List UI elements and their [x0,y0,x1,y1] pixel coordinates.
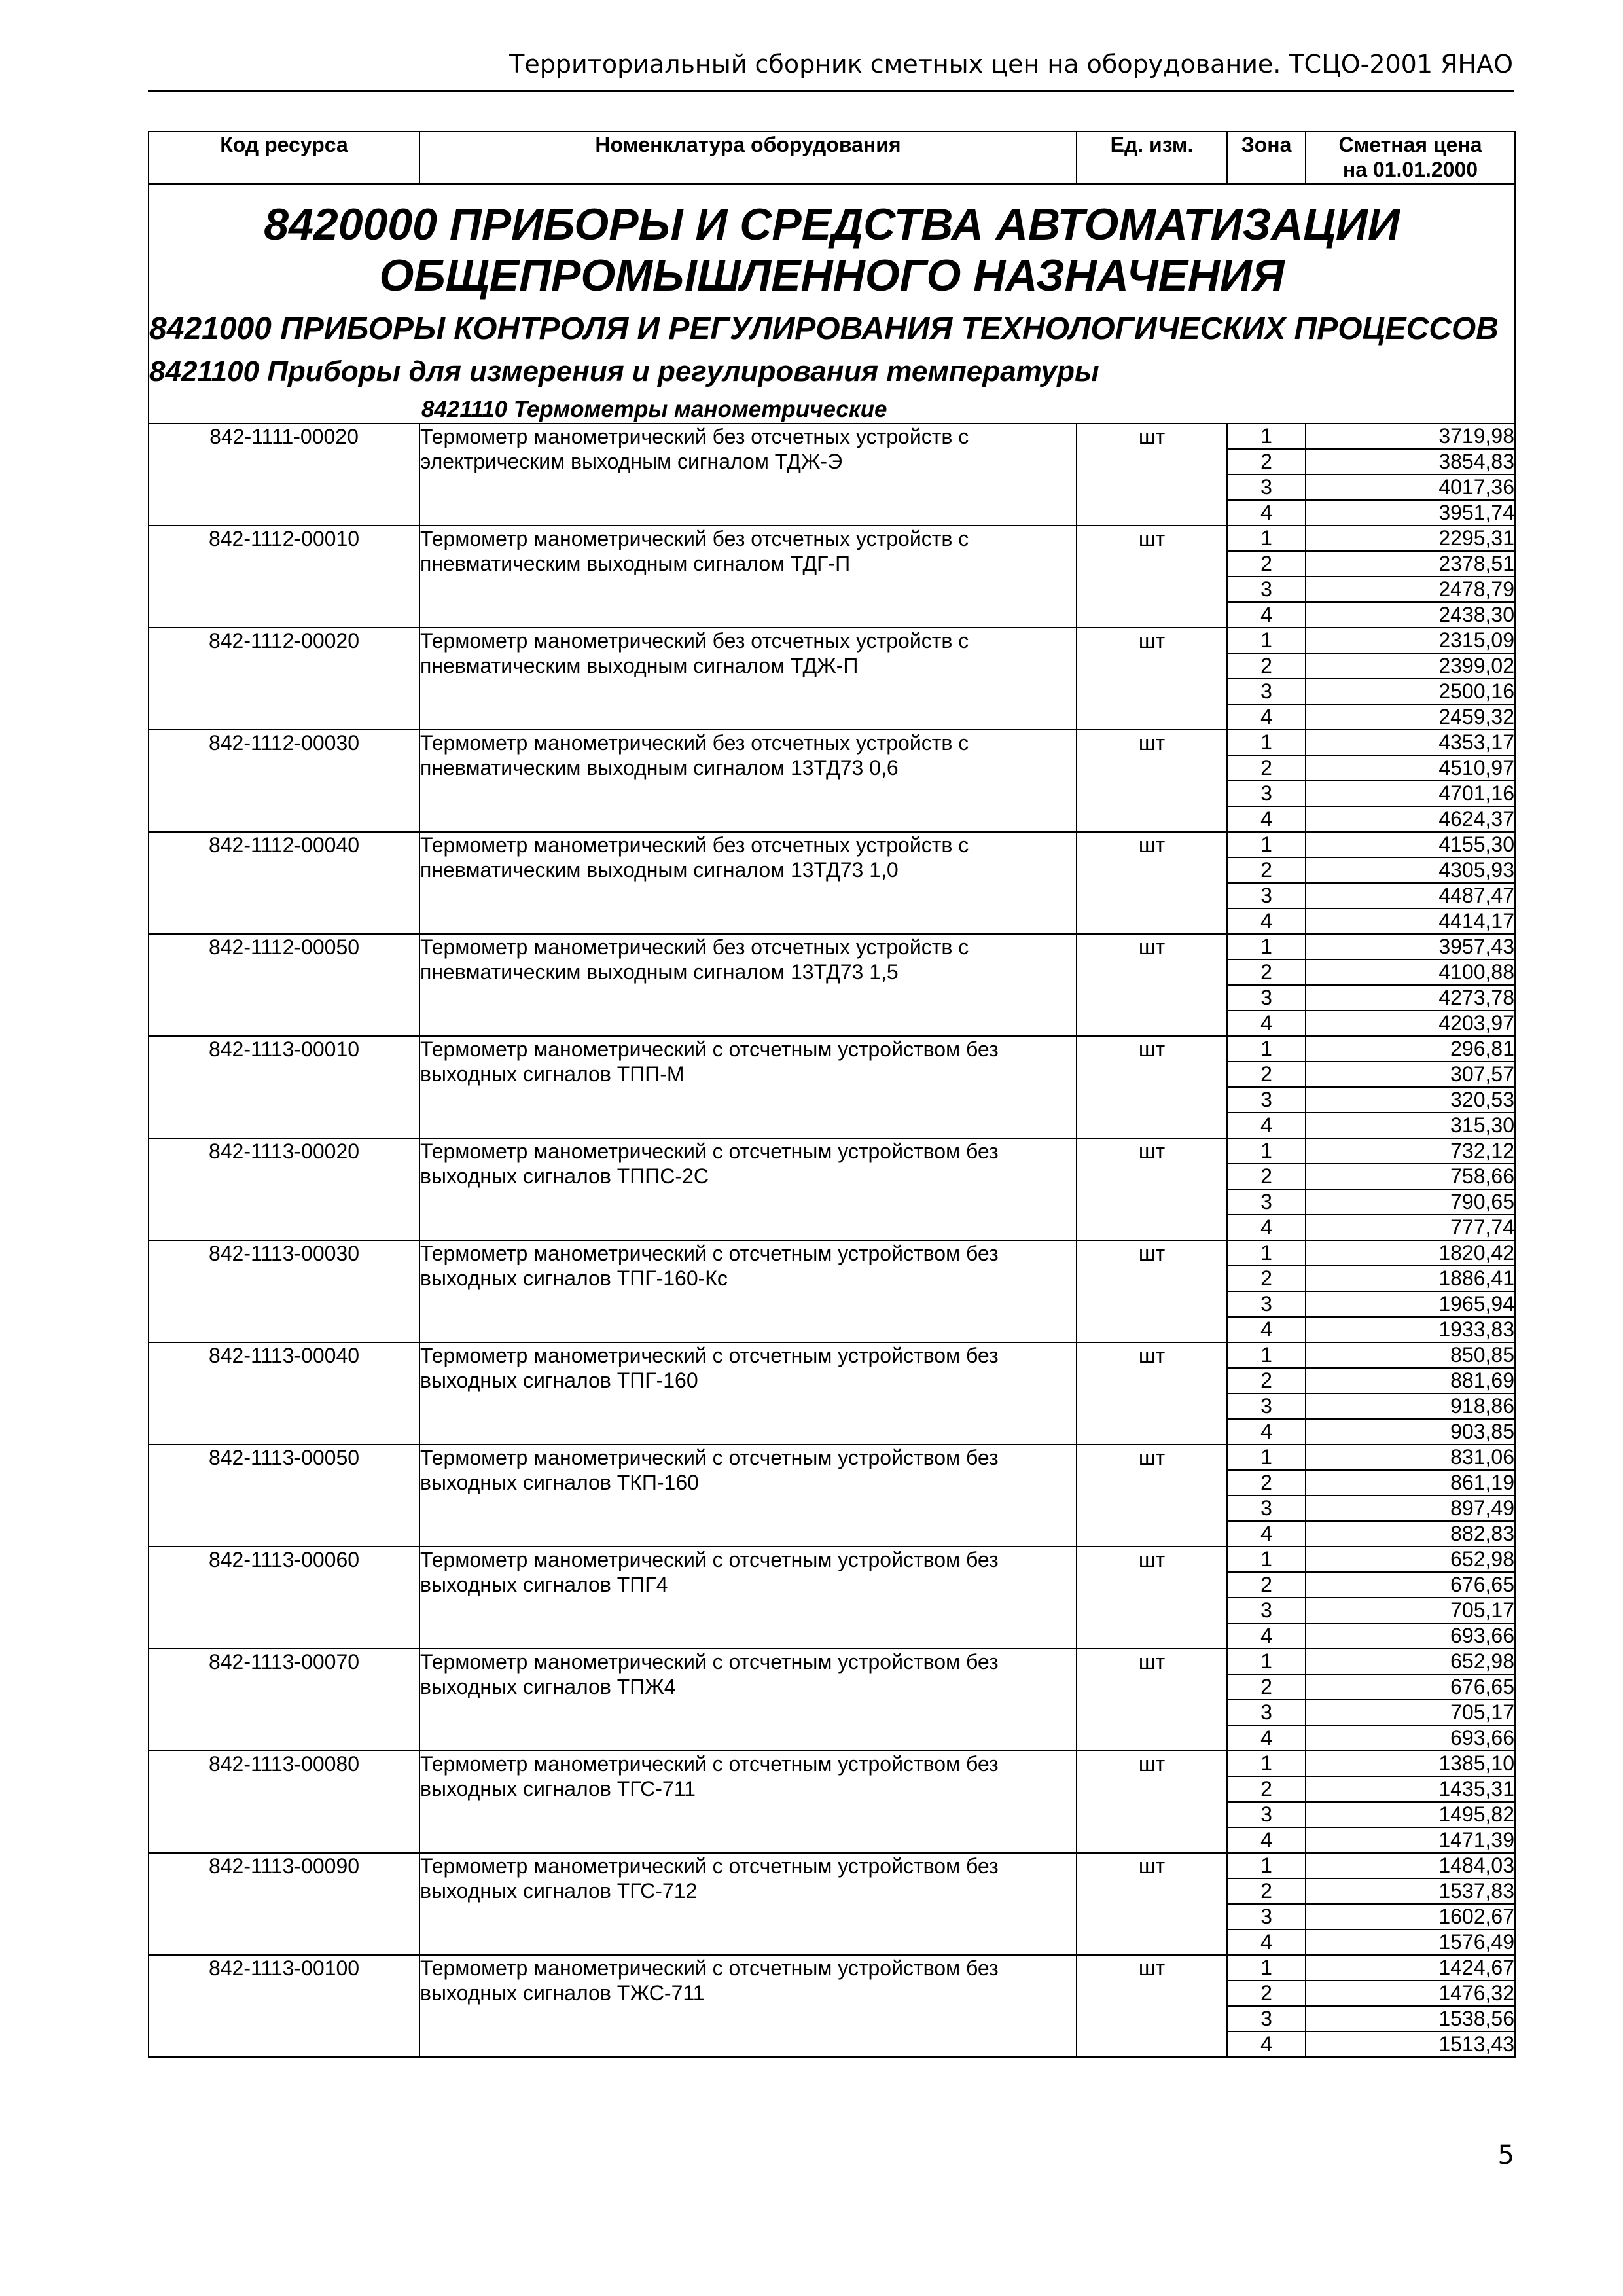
equipment-name-line1: Термометр манометрический без отсчетных устройств с [420,935,969,959]
zone-cell: 1 [1227,1649,1306,1674]
zone-cell: 3 [1227,1189,1306,1215]
equipment-name [419,1955,1077,2057]
zone-cell: 2 [1227,1674,1306,1700]
zone-cell: 2 [1227,1368,1306,1393]
zone-cell: 2 [1227,755,1306,781]
price-cell: 2500,16 [1306,679,1515,704]
equipment-name [419,1138,1077,1240]
zone-cell: 4 [1227,1317,1306,1342]
zone-cell: 1 [1227,1751,1306,1776]
table-row [149,1649,1515,1674]
zone-cell: 3 [1227,781,1306,806]
price-cell: 705,17 [1306,1598,1515,1623]
resource-code: 842-1113-00060 [149,1547,419,1649]
zone-cell: 4 [1227,806,1306,832]
zone-cell: 2 [1227,1470,1306,1496]
equipment-name-line2: выходных сигналов ТПГ-160-Кс [420,1266,728,1290]
unit-of-measure: шт [1077,730,1227,832]
price-cell: 315,30 [1306,1113,1515,1138]
equipment-name-line1: Термометр манометрический с отсчетным устройством без [420,1548,999,1571]
price-cell: 693,66 [1306,1725,1515,1751]
zone-cell: 1 [1227,934,1306,960]
zone-cell: 3 [1227,679,1306,704]
section-heading [149,184,1515,423]
zone-cell: 4 [1227,704,1306,730]
zone-cell: 3 [1227,577,1306,602]
resource-code: 842-1112-00050 [149,934,419,1036]
price-cell: 4203,97 [1306,1011,1515,1036]
zone-cell: 4 [1227,1827,1306,1853]
price-cell: 652,98 [1306,1547,1515,1572]
zone-cell: 3 [1227,1291,1306,1317]
price-cell: 676,65 [1306,1674,1515,1700]
price-cell: 758,66 [1306,1164,1515,1189]
resource-code: 842-1111-00020 [149,423,419,526]
section-title-1-line2: ОБЩЕПРОМЫШЛЕННОГО НАЗНАЧЕНИЯ [379,251,1285,300]
zone-cell: 1 [1227,832,1306,857]
zone-cell: 2 [1227,1572,1306,1598]
zone-cell: 1 [1227,1853,1306,1878]
page-number: 5 [1497,2140,1514,2170]
table-row [149,1240,1515,1266]
zone-cell: 4 [1227,908,1306,934]
price-cell: 676,65 [1306,1572,1515,1598]
equipment-name-line1: Термометр манометрический с отсчетным устройством без [420,1854,999,1878]
table-row [149,1138,1515,1164]
resource-code: 842-1113-00050 [149,1444,419,1547]
equipment-name-line2: выходных сигналов ТПЖ4 [420,1675,676,1698]
zone-cell: 1 [1227,1444,1306,1470]
table-row [149,1547,1515,1572]
zone-cell: 1 [1227,1342,1306,1368]
zone-cell: 4 [1227,1623,1306,1649]
equipment-name-line1: Термометр манометрический с отсчетным устройством без [420,1139,999,1163]
price-cell: 2399,02 [1306,653,1515,679]
zone-cell: 4 [1227,1419,1306,1444]
price-cell: 1820,42 [1306,1240,1515,1266]
unit-of-measure: шт [1077,1547,1227,1649]
price-cell: 4305,93 [1306,857,1515,883]
table-row [149,423,1515,449]
equipment-name [419,1853,1077,1955]
header-price-line2: на 01.01.2000 [1342,158,1478,181]
price-cell: 3957,43 [1306,934,1515,960]
table-row [149,934,1515,960]
header-unit: Ед. изм. [1077,132,1227,184]
price-cell: 1886,41 [1306,1266,1515,1291]
resource-code: 842-1113-00100 [149,1955,419,2057]
equipment-name-line2: пневматическим выходным сигналом 13ТД73 1,0 [420,858,899,882]
price-cell: 296,81 [1306,1036,1515,1062]
price-cell: 652,98 [1306,1649,1515,1674]
price-cell: 307,57 [1306,1062,1515,1087]
price-cell: 1484,03 [1306,1853,1515,1878]
unit-of-measure: шт [1077,1751,1227,1853]
equipment-name-line1: Термометр манометрический без отсчетных устройств с [420,731,969,755]
price-cell: 2438,30 [1306,602,1515,628]
equipment-name [419,934,1077,1036]
header-price [1306,132,1515,184]
unit-of-measure: шт [1077,1649,1227,1751]
section-title-1 [149,199,1514,301]
resource-code: 842-1112-00020 [149,628,419,730]
equipment-name-line1: Термометр манометрический без отсчетных устройств с [420,425,969,448]
unit-of-measure: шт [1077,934,1227,1036]
price-cell: 1576,49 [1306,1929,1515,1955]
resource-code: 842-1112-00010 [149,526,419,628]
unit-of-measure: шт [1077,1138,1227,1240]
price-cell: 3854,83 [1306,449,1515,475]
zone-cell: 2 [1227,449,1306,475]
equipment-name-line2: пневматическим выходным сигналом 13ТД73 1,5 [420,960,899,984]
unit-of-measure: шт [1077,1036,1227,1138]
equipment-name-line2: выходных сигналов ТКП-160 [420,1471,699,1494]
zone-cell: 3 [1227,1393,1306,1419]
equipment-name-line2: выходных сигналов ТГС-711 [420,1777,696,1801]
zone-cell: 4 [1227,2032,1306,2057]
equipment-name-line2: выходных сигналов ТПГ-160 [420,1369,698,1392]
equipment-name-line2: пневматическим выходным сигналом 13ТД73 0,6 [420,756,899,780]
equipment-name-line1: Термометр манометрический с отсчетным устройством без [420,1037,999,1061]
unit-of-measure: шт [1077,832,1227,934]
header-code: Код ресурса [149,132,419,184]
table-row [149,1751,1515,1776]
zone-cell: 1 [1227,423,1306,449]
section-title-2: 8421000 ПРИБОРЫ КОНТРОЛЯ И РЕГУЛИРОВАНИЯ ТЕХНОЛОГИЧЕСКИХ ПРОЦЕССОВ [149,312,1499,346]
zone-cell: 1 [1227,730,1306,755]
price-cell: 320,53 [1306,1087,1515,1113]
price-cell: 1476,32 [1306,1981,1515,2006]
zone-cell: 4 [1227,1215,1306,1240]
equipment-name [419,1240,1077,1342]
price-cell: 831,06 [1306,1444,1515,1470]
equipment-name-line2: электрическим выходным сигналом ТДЖ-Э [420,450,843,473]
zone-cell: 1 [1227,1240,1306,1266]
price-cell: 4017,36 [1306,475,1515,500]
equipment-name-line1: Термометр манометрический с отсчетным устройством без [420,1956,999,1980]
table-row [149,1036,1515,1062]
zone-cell: 3 [1227,2006,1306,2032]
zone-cell: 2 [1227,857,1306,883]
price-cell: 861,19 [1306,1470,1515,1496]
zone-cell: 4 [1227,1725,1306,1751]
zone-cell: 4 [1227,1011,1306,1036]
section-title-3: 8421100 Приборы для измерения и регулирования температуры [149,355,1099,387]
unit-of-measure: шт [1077,628,1227,730]
zone-cell: 3 [1227,1904,1306,1929]
table-row [149,1342,1515,1368]
price-cell: 777,74 [1306,1215,1515,1240]
zone-cell: 2 [1227,1062,1306,1087]
equipment-name [419,730,1077,832]
zone-cell: 2 [1227,1266,1306,1291]
page-header [148,47,1514,92]
table-row [149,1853,1515,1878]
price-cell: 1471,39 [1306,1827,1515,1853]
price-cell: 850,85 [1306,1342,1515,1368]
zone-cell: 3 [1227,1802,1306,1827]
header-price-line1: Сметная цена [1338,133,1482,156]
table-row [149,628,1515,653]
zone-cell: 2 [1227,1981,1306,2006]
table-row [149,526,1515,551]
price-cell: 4100,88 [1306,960,1515,985]
zone-cell: 3 [1227,1700,1306,1725]
resource-code: 842-1113-00030 [149,1240,419,1342]
price-cell: 4510,97 [1306,755,1515,781]
zone-cell: 1 [1227,1547,1306,1572]
resource-code: 842-1113-00090 [149,1853,419,1955]
zone-cell: 2 [1227,551,1306,577]
zone-cell: 1 [1227,1036,1306,1062]
equipment-name [419,1751,1077,1853]
price-cell: 4701,16 [1306,781,1515,806]
zone-cell: 4 [1227,500,1306,526]
price-cell: 4273,78 [1306,985,1515,1011]
equipment-name-line2: выходных сигналов ТЖС-711 [420,1981,705,2005]
price-cell: 1538,56 [1306,2006,1515,2032]
price-cell: 1933,83 [1306,1317,1515,1342]
resource-code: 842-1113-00040 [149,1342,419,1444]
table-row [149,730,1515,755]
equipment-name [419,1649,1077,1751]
zone-cell: 3 [1227,985,1306,1011]
price-cell: 3951,74 [1306,500,1515,526]
equipment-name-line2: выходных сигналов ТПГ4 [420,1573,668,1596]
zone-cell: 3 [1227,1087,1306,1113]
price-cell: 1424,67 [1306,1955,1515,1981]
equipment-name [419,1444,1077,1547]
price-cell: 1513,43 [1306,2032,1515,2057]
zone-cell: 2 [1227,653,1306,679]
unit-of-measure: шт [1077,1342,1227,1444]
resource-code: 842-1113-00080 [149,1751,419,1853]
zone-cell: 1 [1227,628,1306,653]
document-body [148,131,1514,2058]
zone-cell: 1 [1227,1955,1306,1981]
equipment-name [419,628,1077,730]
unit-of-measure: шт [1077,1853,1227,1955]
price-cell: 693,66 [1306,1623,1515,1649]
zone-cell: 4 [1227,1521,1306,1547]
resource-code: 842-1113-00010 [149,1036,419,1138]
table-row [149,1444,1515,1470]
price-cell: 918,86 [1306,1393,1515,1419]
zone-cell: 4 [1227,1113,1306,1138]
price-cell: 2459,32 [1306,704,1515,730]
price-cell: 790,65 [1306,1189,1515,1215]
price-cell: 4487,47 [1306,883,1515,908]
price-cell: 1385,10 [1306,1751,1515,1776]
unit-of-measure: шт [1077,1955,1227,2057]
price-cell: 4353,17 [1306,730,1515,755]
unit-of-measure: шт [1077,526,1227,628]
price-cell: 2295,31 [1306,526,1515,551]
table-row [149,1955,1515,1981]
equipment-name [419,1547,1077,1649]
price-cell: 882,83 [1306,1521,1515,1547]
zone-cell: 3 [1227,475,1306,500]
zone-cell: 1 [1227,526,1306,551]
equipment-name-line1: Термометр манометрический без отсчетных устройств с [420,629,969,653]
price-cell: 2478,79 [1306,577,1515,602]
header-name: Номенклатура оборудования [419,132,1077,184]
price-cell: 1965,94 [1306,1291,1515,1317]
zone-cell: 2 [1227,960,1306,985]
price-cell: 1537,83 [1306,1878,1515,1904]
table-row [149,832,1515,857]
equipment-name-line2: выходных сигналов ТПП-М [420,1062,685,1086]
section-title-1-line1: 8420000 ПРИБОРЫ И СРЕДСТВА АВТОМАТИЗАЦИИ [264,200,1400,249]
equipment-name-line2: выходных сигналов ТППС-2С [420,1164,709,1188]
section-title-4: 8421110 Термометры манометрические [421,397,887,422]
resource-code: 842-1112-00030 [149,730,419,832]
equipment-name-line1: Термометр манометрический с отсчетным устройством без [420,1446,999,1469]
equipment-name-line1: Термометр манометрический с отсчетным устройством без [420,1344,999,1367]
equipment-name [419,423,1077,526]
table-header-row [149,132,1515,184]
zone-cell: 4 [1227,1929,1306,1955]
zone-cell: 2 [1227,1164,1306,1189]
equipment-name-line1: Термометр манометрический с отсчетным устройством без [420,1242,999,1265]
unit-of-measure: шт [1077,1444,1227,1547]
price-cell: 4155,30 [1306,832,1515,857]
equipment-name [419,832,1077,934]
price-cell: 3719,98 [1306,423,1515,449]
unit-of-measure: шт [1077,423,1227,526]
equipment-name-line2: пневматическим выходным сигналом ТДГ-П [420,552,851,575]
price-cell: 4624,37 [1306,806,1515,832]
equipment-name-line2: выходных сигналов ТГС-712 [420,1879,698,1903]
equipment-name-line1: Термометр манометрический без отсчетных устройств с [420,527,969,550]
resource-code: 842-1113-00070 [149,1649,419,1751]
equipment-name-line2: пневматическим выходным сигналом ТДЖ-П [420,654,859,677]
zone-cell: 3 [1227,1598,1306,1623]
equipment-name [419,1342,1077,1444]
price-cell: 4414,17 [1306,908,1515,934]
price-cell: 2378,51 [1306,551,1515,577]
price-cell: 1602,67 [1306,1904,1515,1929]
price-cell: 732,12 [1306,1138,1515,1164]
price-cell: 1435,31 [1306,1776,1515,1802]
section-heading-row [149,184,1515,423]
zone-cell: 1 [1227,1138,1306,1164]
zone-cell: 3 [1227,1496,1306,1521]
document-title: Территориальный сборник сметных цен на оборудование. ТСЦО-2001 ЯНАО [509,50,1513,79]
equipment-name-line1: Термометр манометрический с отсчетным устройством без [420,1752,999,1776]
resource-code: 842-1112-00040 [149,832,419,934]
header-zone: Зона [1227,132,1306,184]
equipment-name-line1: Термометр манометрический без отсчетных устройств с [420,833,969,857]
equipment-name [419,526,1077,628]
equipment-name [419,1036,1077,1138]
zone-cell: 2 [1227,1878,1306,1904]
price-cell: 903,85 [1306,1419,1515,1444]
equipment-name-line1: Термометр манометрический с отсчетным устройством без [420,1650,999,1674]
price-cell: 881,69 [1306,1368,1515,1393]
price-cell: 2315,09 [1306,628,1515,653]
price-cell: 1495,82 [1306,1802,1515,1827]
resource-code: 842-1113-00020 [149,1138,419,1240]
zone-cell: 4 [1227,602,1306,628]
unit-of-measure: шт [1077,1240,1227,1342]
price-cell: 705,17 [1306,1700,1515,1725]
zone-cell: 2 [1227,1776,1306,1802]
zone-cell: 3 [1227,883,1306,908]
price-table [148,131,1516,2058]
price-cell: 897,49 [1306,1496,1515,1521]
